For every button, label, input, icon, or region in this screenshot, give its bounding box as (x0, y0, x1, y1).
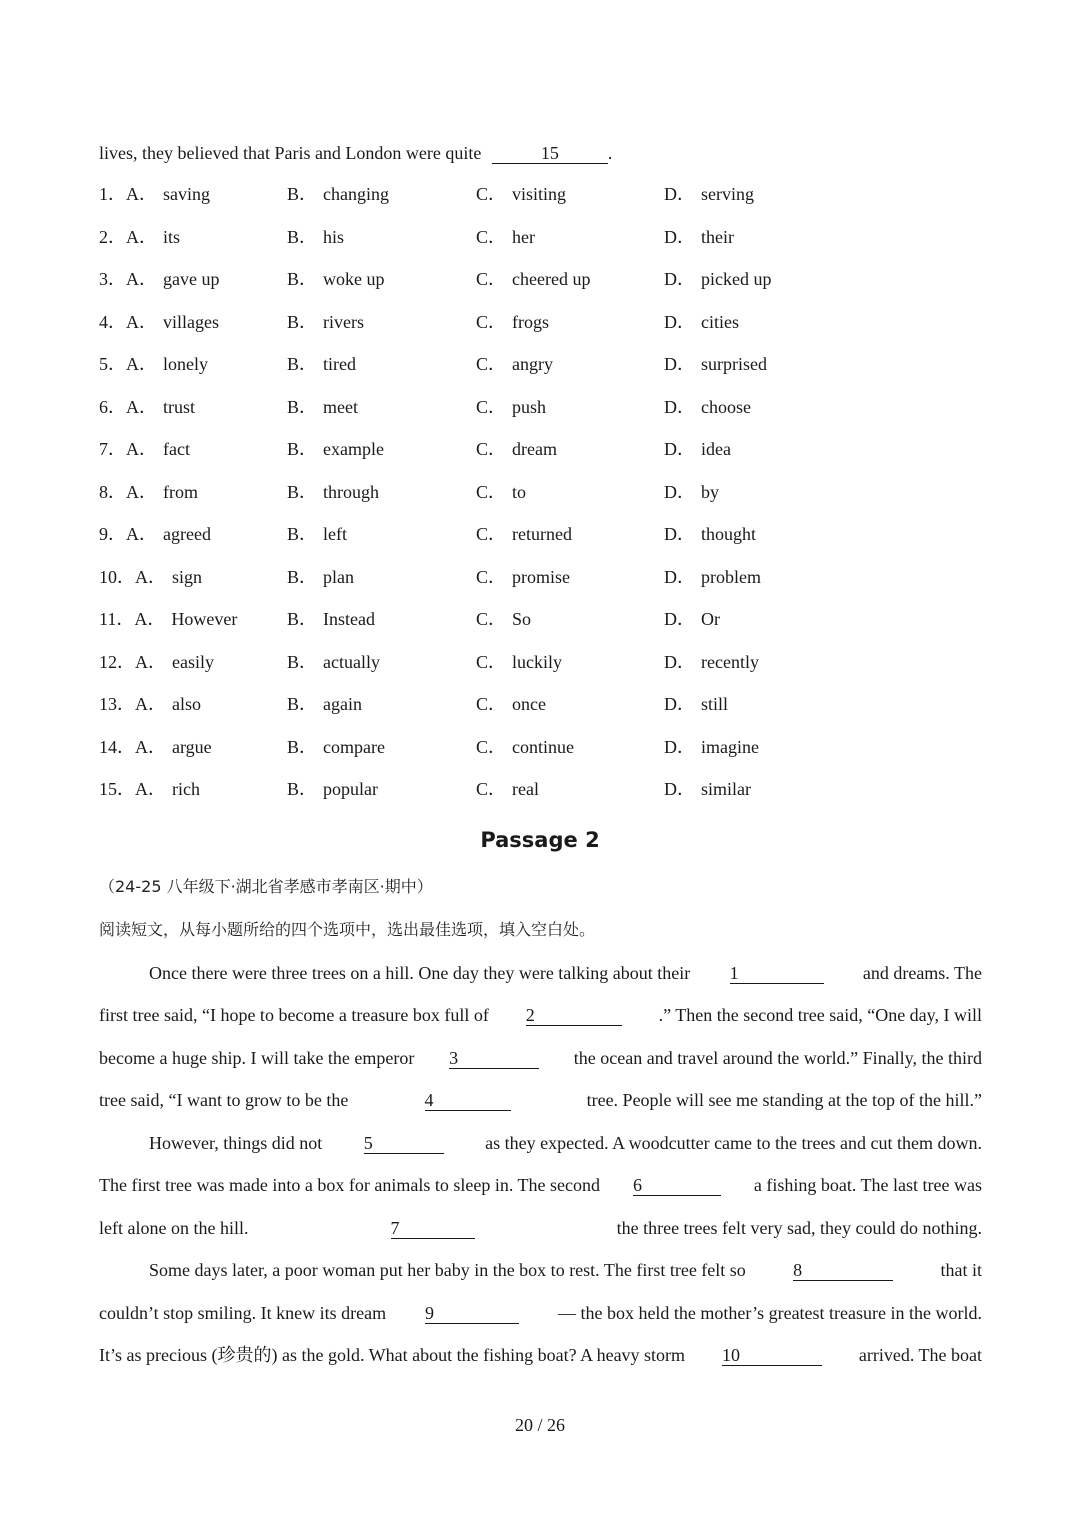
option-letter: B． (287, 694, 318, 714)
option-text: meet (323, 396, 358, 417)
option-letter: A． (135, 694, 166, 714)
option-letter: A． (126, 396, 157, 417)
option-c (476, 224, 535, 250)
line-text-after: — the box held the mother’s greatest treasure in the world. (557, 1303, 982, 1323)
line-text-before: However, things did not (149, 1133, 323, 1153)
option-letter: A． (126, 269, 157, 289)
option-d (664, 351, 767, 377)
option-c (476, 394, 546, 420)
question-number: 8． (99, 481, 126, 502)
question-number: 9． (99, 524, 126, 544)
option-d (664, 181, 754, 207)
option-letter: C． (476, 566, 507, 587)
line-text-before: It’s as precious (珍贵的) as the gold. What about the fishing boat? A heavy storm (99, 1345, 686, 1365)
option-a (99, 776, 200, 802)
option-text: dream (512, 439, 557, 459)
question-number: 3． (99, 269, 126, 289)
option-letter: A． (135, 566, 166, 587)
option-letter: C． (476, 481, 507, 502)
option-d (664, 606, 720, 632)
option-text: left (323, 524, 348, 544)
option-text: trust (163, 396, 196, 417)
option-c (476, 351, 553, 377)
line-text-after: that it (940, 1260, 982, 1280)
option-letter: B． (287, 651, 318, 672)
option-c (476, 691, 546, 717)
option-letter: A． (126, 481, 157, 502)
option-text: from (163, 481, 198, 502)
option-text: picked up (701, 269, 772, 289)
question-number: 14． (99, 736, 135, 757)
option-letter: B． (287, 524, 318, 544)
line-text-before: Some days later, a poor woman put her baby in the box to rest. The first tree felt so (149, 1260, 746, 1280)
option-text: rich (172, 779, 200, 799)
option-d (664, 436, 731, 462)
option-b (287, 309, 364, 335)
line-text-before: become a huge ship. I will take the emperor (99, 1048, 415, 1068)
option-d (664, 649, 759, 675)
line-text-after: and dreams. The (862, 963, 982, 983)
line-text-before: Once there were three trees on a hill. One day they were talking about their (149, 963, 691, 983)
option-text: promise (512, 566, 571, 587)
option-letter: C． (476, 609, 507, 629)
option-text: lonely (163, 354, 208, 374)
option-text: still (701, 694, 729, 714)
option-b (287, 436, 384, 462)
option-text: luckily (512, 651, 563, 672)
option-text: continue (512, 736, 574, 757)
line-text-before: first tree said, “I hope to become a treasure box full of (99, 1005, 489, 1025)
option-c (476, 266, 590, 292)
option-text: thought (701, 524, 757, 544)
option-letter: A． (126, 354, 157, 374)
option-d (664, 521, 756, 547)
question-row (99, 479, 859, 505)
option-text: Or (701, 609, 720, 629)
passage-line (99, 1301, 982, 1325)
option-a (99, 181, 210, 207)
option-d (664, 564, 761, 590)
option-letter: C． (476, 779, 507, 799)
option-letter: C． (476, 736, 507, 757)
option-letter: C． (476, 311, 507, 332)
option-a (99, 351, 208, 377)
blank-6: 6 (633, 1175, 721, 1196)
option-text: their (701, 226, 734, 247)
option-text: argue (172, 736, 212, 757)
option-b (287, 734, 385, 760)
option-text: cities (701, 311, 739, 332)
option-text: also (172, 694, 201, 714)
line-text-before: couldn’t stop smiling. It knew its dream (99, 1303, 387, 1323)
option-b (287, 181, 389, 207)
question-number: 5． (99, 354, 126, 374)
option-text: fact (163, 439, 190, 459)
option-d (664, 309, 739, 335)
option-text: So (512, 609, 532, 629)
option-letter: D． (664, 566, 695, 587)
option-letter: C． (476, 524, 507, 544)
question-number: 10． (99, 566, 135, 587)
option-letter: B． (287, 311, 318, 332)
option-a (99, 224, 180, 250)
option-letter: D． (664, 354, 695, 374)
passage-source: （24-25 八年级下·湖北省孝感市孝南区·期中） (99, 877, 433, 896)
option-c (476, 734, 574, 760)
line-text-after: arrived. The boat (858, 1345, 982, 1365)
option-text: again (323, 694, 362, 714)
option-d (664, 776, 751, 802)
line-text-after: the three trees felt very sad, they could do nothing. (616, 1218, 982, 1238)
option-text: rivers (323, 311, 364, 332)
option-text: frogs (512, 311, 550, 332)
option-letter: A． (126, 226, 157, 247)
line-text-before: left alone on the hill. (99, 1218, 249, 1238)
option-a (99, 479, 198, 505)
option-letter: D． (664, 396, 695, 417)
option-text: angry (512, 354, 553, 374)
intro-end: . (607, 143, 613, 163)
option-text: example (323, 439, 384, 459)
option-text: by (701, 481, 719, 502)
intro-text: lives, they believed that Paris and London were quite (99, 143, 482, 163)
option-text: choose (701, 396, 751, 417)
option-text: serving (701, 184, 754, 204)
option-letter: D． (664, 269, 695, 289)
option-d (664, 479, 719, 505)
line-text-after: .” Then the second tree said, “One day, I will (658, 1005, 982, 1025)
line-text-after: as they expected. A woodcutter came to the trees and cut them down. (485, 1133, 982, 1153)
option-d (664, 691, 728, 717)
option-letter: D． (664, 311, 695, 332)
option-text: saving (163, 184, 210, 204)
option-letter: A． (126, 184, 157, 204)
question-number: 6． (99, 396, 126, 417)
option-letter: C． (476, 439, 507, 459)
option-b (287, 521, 347, 547)
question-row (99, 649, 859, 675)
question-number: 11． (99, 609, 135, 629)
option-letter: D． (664, 481, 695, 502)
option-d (664, 394, 751, 420)
passage-line (99, 961, 982, 985)
option-c (476, 436, 557, 462)
option-letter: D． (664, 736, 695, 757)
option-text: visiting (512, 184, 567, 204)
question-row (99, 351, 859, 377)
option-text: sign (172, 566, 203, 587)
option-text: However (171, 609, 238, 629)
option-text: easily (172, 651, 214, 672)
option-text: compare (323, 736, 385, 757)
passage-line (99, 1131, 982, 1155)
option-text: popular (323, 779, 378, 799)
question-row (99, 606, 859, 632)
option-letter: A． (135, 779, 166, 799)
option-b (287, 606, 375, 632)
option-b (287, 691, 362, 717)
option-d (664, 224, 734, 250)
option-letter: B． (287, 184, 318, 204)
option-letter: C． (476, 651, 507, 672)
line-text-after: tree. People will see me standing at the top of the hill.” (586, 1090, 982, 1110)
question-row (99, 181, 859, 207)
passage-line (99, 1258, 982, 1282)
option-text: actually (323, 651, 380, 672)
option-text: his (323, 226, 345, 247)
option-letter: B． (287, 481, 318, 502)
question-number: 4． (99, 311, 126, 332)
question-number: 13． (99, 694, 135, 714)
question-number: 2． (99, 226, 126, 247)
option-letter: D． (664, 184, 695, 204)
option-letter: B． (287, 736, 318, 757)
option-b (287, 394, 358, 420)
option-b (287, 224, 344, 250)
option-d (664, 734, 759, 760)
option-a (99, 266, 219, 292)
option-text: changing (323, 184, 389, 204)
question-row (99, 394, 859, 420)
option-text: woke up (323, 269, 385, 289)
passage-line (99, 1216, 982, 1240)
option-c (476, 181, 566, 207)
option-letter: B． (287, 439, 318, 459)
option-letter: B． (287, 396, 318, 417)
option-a (99, 394, 195, 420)
option-text: villages (163, 311, 219, 332)
option-letter: C． (476, 694, 507, 714)
blank-10: 10 (722, 1345, 822, 1366)
question-row (99, 266, 859, 292)
line-text-before: tree said, “I want to grow to be the (99, 1090, 349, 1110)
option-letter: A． (126, 439, 157, 459)
option-b (287, 564, 354, 590)
blank-4: 4 (425, 1090, 511, 1111)
option-c (476, 479, 526, 505)
option-text: imagine (701, 736, 759, 757)
passage-line (99, 1173, 982, 1197)
option-text: idea (701, 439, 731, 459)
passage-line (99, 1088, 982, 1112)
option-text: through (323, 481, 380, 502)
option-letter: B． (287, 566, 318, 587)
option-text: her (512, 226, 535, 247)
option-c (476, 776, 539, 802)
option-text: once (512, 694, 546, 714)
passage-line (99, 1003, 982, 1027)
option-a (99, 521, 211, 547)
question-row (99, 224, 859, 250)
blank-3: 3 (449, 1048, 539, 1069)
passage-line (99, 1046, 982, 1070)
option-a (99, 734, 212, 760)
option-text: problem (701, 566, 761, 587)
option-text: Instead (323, 609, 375, 629)
line-text-before: The first tree was made into a box for animals to sleep in. The second (99, 1175, 601, 1195)
blank-5: 5 (364, 1133, 444, 1154)
line-text-after: a fishing boat. The last tree was (753, 1175, 982, 1195)
blank-9: 9 (425, 1303, 519, 1324)
option-letter: D． (664, 694, 695, 714)
blank-7: 7 (391, 1218, 475, 1239)
line-text-after: the ocean and travel around the world.” Finally, the third (573, 1048, 982, 1068)
question-row (99, 691, 859, 717)
option-text: real (512, 779, 539, 799)
option-b (287, 351, 356, 377)
option-b (287, 776, 378, 802)
option-text: push (512, 396, 547, 417)
option-letter: D． (664, 779, 695, 799)
option-text: tired (323, 354, 357, 374)
question-number: 12． (99, 651, 135, 672)
option-letter: D． (664, 226, 695, 247)
blank-15: 15 (492, 143, 608, 164)
option-letter: C． (476, 354, 507, 374)
blank-1: 1 (730, 963, 824, 984)
question-row (99, 436, 859, 462)
option-text: plan (323, 566, 355, 587)
option-letter: A． (126, 524, 157, 544)
option-letter: D． (664, 651, 695, 672)
option-letter: B． (287, 779, 318, 799)
option-text: to (512, 481, 527, 502)
question-number: 1． (99, 184, 126, 204)
question-row (99, 309, 859, 335)
option-text: recently (701, 651, 759, 672)
option-c (476, 564, 570, 590)
option-letter: A． (134, 609, 166, 629)
option-letter: B． (287, 226, 318, 247)
intro-line (99, 141, 612, 165)
option-letter: B． (287, 354, 318, 374)
option-text: its (163, 226, 181, 247)
option-letter: A． (126, 311, 157, 332)
option-a (99, 309, 219, 335)
option-letter: A． (135, 651, 166, 672)
option-b (287, 479, 379, 505)
question-number: 15． (99, 779, 135, 799)
option-c (476, 606, 531, 632)
option-letter: C． (476, 269, 507, 289)
option-text: agreed (163, 524, 211, 544)
blank-2: 2 (526, 1005, 622, 1026)
question-row (99, 776, 859, 802)
passage-instruction: 阅读短文，从每小题所给的四个选项中，选出最佳选项，填入空白处。 (99, 920, 596, 939)
question-row (99, 521, 859, 547)
option-c (476, 309, 549, 335)
question-number: 7． (99, 439, 126, 459)
option-b (287, 266, 385, 292)
option-b (287, 649, 380, 675)
question-row (99, 564, 859, 590)
option-a (99, 436, 190, 462)
option-letter: C． (476, 184, 507, 204)
option-a (99, 649, 214, 675)
page-number: 20 / 26 (514, 1415, 565, 1435)
option-letter: B． (287, 609, 318, 629)
option-a (99, 691, 201, 717)
option-letter: C． (476, 396, 507, 417)
option-a (99, 606, 237, 632)
option-letter: B． (287, 269, 318, 289)
option-a (99, 564, 202, 590)
option-c (476, 521, 572, 547)
option-d (664, 266, 771, 292)
option-text: surprised (701, 354, 767, 374)
option-letter: C． (476, 226, 507, 247)
option-letter: D． (664, 439, 695, 459)
option-text: similar (701, 779, 751, 799)
option-letter: D． (664, 609, 695, 629)
question-row (99, 734, 859, 760)
passage-title: Passage 2 (480, 828, 600, 852)
option-text: returned (512, 524, 572, 544)
option-letter: D． (664, 524, 695, 544)
passage-line (99, 1343, 982, 1367)
option-c (476, 649, 562, 675)
blank-8: 8 (793, 1260, 893, 1281)
option-letter: A． (135, 736, 166, 757)
option-text: gave up (163, 269, 220, 289)
option-text: cheered up (512, 269, 591, 289)
